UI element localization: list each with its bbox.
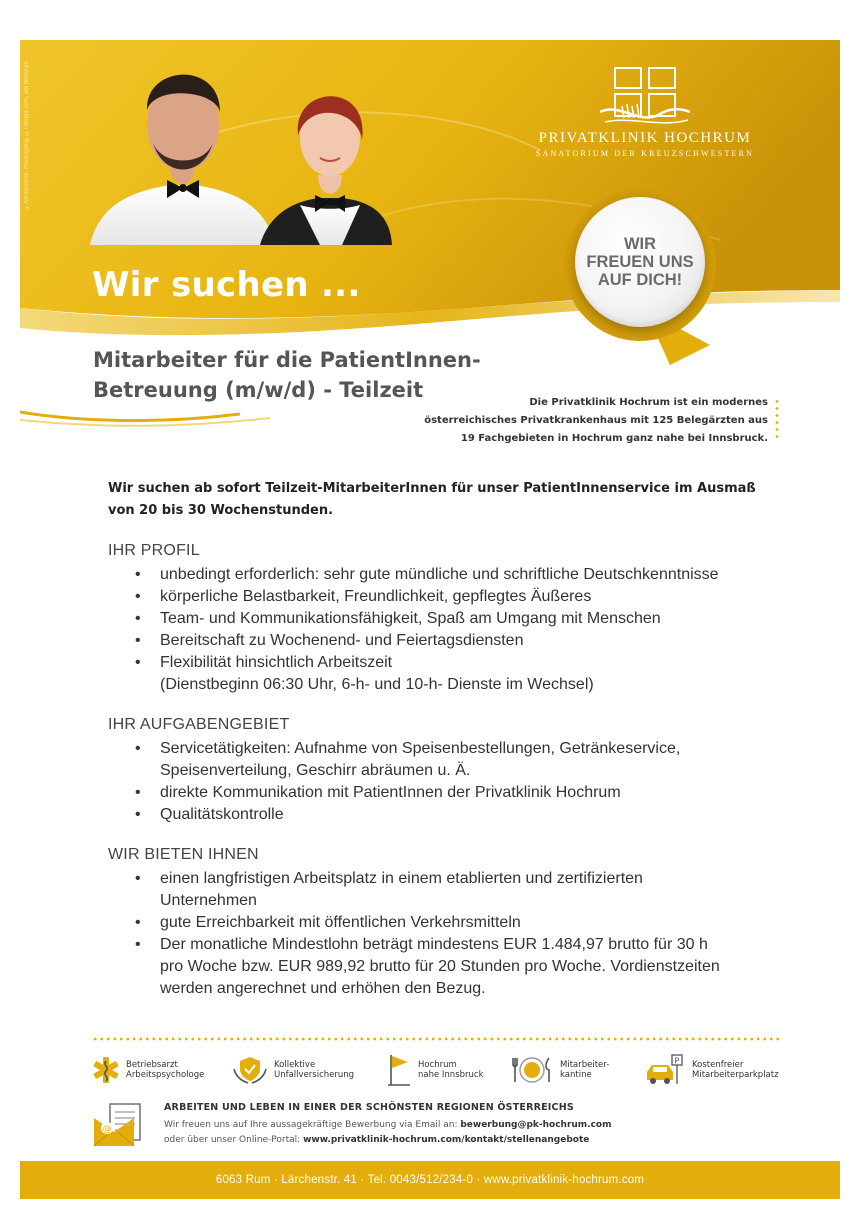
footer-bar (20, 1161, 840, 1199)
clinic-subtitle: SANATORIUM DER KREUZSCHWESTERN (535, 149, 755, 158)
list-item: • Bereitschaft zu Wochenend- und Feiertagsdiensten (135, 630, 788, 652)
dotted-divider-vertical (775, 398, 779, 442)
dotted-divider (92, 1037, 782, 1041)
tasks-list (135, 738, 788, 826)
list-item: • Flexibilität hinsichtlich Arbeitszeit (Dienstbeginn 06:30 Uhr, 6-h- und 10-h- Dienste im Wechsel) (135, 652, 788, 696)
section-heading-tasks: IHR AUFGABENGEBIET (108, 716, 290, 733)
flag-icon (388, 1053, 412, 1087)
svg-text:@: @ (102, 1124, 112, 1135)
medical-star-icon (92, 1055, 120, 1085)
list-item: • körperliche Belastbarkeit, Freundlichkeit, gepflegtes Äußeres (135, 586, 788, 608)
plate-cutlery-icon (510, 1055, 554, 1085)
section-heading-offer: WIR BIETEN IHNEN (108, 846, 259, 863)
benefit-item (232, 1050, 354, 1090)
clinic-logo (520, 66, 770, 176)
benefit-label: Hochrum nahe Innsbruck (418, 1060, 484, 1080)
job-title-line-2: Betreuung (m/w/d) - Teilzeit (93, 378, 424, 402)
list-item: • Der monatliche Mindestlohn beträgt mindestens EUR 1.484,97 brutto für 30 h pro Woche bzw. EUR 989,92 brutto für 20 Stunden pro Woche. Vordienstzeiten werden angerechnet und erhöhen den Bezug. (135, 934, 788, 1000)
photo-credit: ©Adobestock, mockupdog, ©People.com, adi hochrum (24, 60, 30, 210)
benefit-item (510, 1050, 609, 1090)
benefit-label: Betriebsarzt Arbeitspsychologe (126, 1060, 205, 1080)
list-item: • direkte Kommunikation mit PatientInnen der Privatklinik Hochrum (135, 782, 788, 804)
clinic-intro-line: Die Privatklinik Hochrum ist ein modernes (529, 397, 768, 408)
section-heading-profile: IHR PROFIL (108, 542, 200, 559)
application-portal-link[interactable]: www.privatklinik-hochrum.com/kontakt/stellenangebote (303, 1135, 590, 1145)
application-line-portal (164, 1135, 589, 1145)
list-item: • unbedingt erforderlich: sehr gute mündliche und schriftliche Deutschkenntnisse (135, 564, 788, 586)
application-heading: ARBEITEN UND LEBEN IN EINER DER SCHÖNSTEN REGIONEN ÖSTERREICHS (164, 1102, 574, 1113)
list-item: • Qualitätskontrolle (135, 804, 788, 826)
welcome-bubble (575, 197, 705, 327)
clinic-intro-line: österreichisches Privatkrankenhaus mit 125 Belegärzten aus (424, 415, 768, 426)
lead-text (108, 478, 788, 522)
offer-list (135, 868, 788, 1000)
benefit-label: Mitarbeiter- kantine (560, 1060, 610, 1080)
benefit-label: Kostenfreier Mitarbeiterparkplatz (692, 1060, 779, 1080)
clinic-intro-line: 19 Fachgebieten in Hochrum ganz nahe bei Innsbruck. (460, 433, 768, 444)
application-email-link[interactable]: bewerbung@pk-hochrum.com (460, 1120, 612, 1130)
svg-text:P: P (674, 1056, 680, 1066)
benefit-item (644, 1050, 779, 1090)
clinic-logo-icon (600, 66, 690, 128)
email-document-icon (92, 1102, 144, 1148)
list-item: • Servicetätigkeiten: Aufnahme von Speisenbestellungen, Getränkeservice, Speisenverteilung, Geschirr abräumen u. Ä. (135, 738, 788, 782)
page-title: Wir suchen ... (92, 265, 361, 305)
car-parking-icon (644, 1054, 686, 1086)
application-info (92, 1100, 792, 1150)
application-portal-text: oder über unser Online-Portal: (164, 1135, 304, 1145)
list-item: • einen langfristigen Arbeitsplatz in einem etablierten und zertifizierten Unternehmen (135, 868, 788, 912)
application-line-email (164, 1120, 611, 1130)
clinic-intro (408, 394, 768, 448)
list-item: • Team- und Kommunikationsfähigkeit, Spaß am Umgang mit Menschen (135, 608, 788, 630)
job-description (108, 478, 788, 1020)
application-email-text: Wir freuen uns auf Ihre aussagekräftige Bewerbung via Email an: (164, 1120, 461, 1130)
hands-shield-icon (232, 1055, 268, 1085)
footer-contact: 6063 Rum · Lärchenstr. 41 · Tel. 0043/512/234-0 · www.privatklinik-hochrum.com (215, 1174, 645, 1186)
lead-line-1: Wir suchen ab sofort Teilzeit-MitarbeiterInnen für unser PatientInnenservice im Ausmaß (108, 481, 756, 496)
welcome-bubble-text: WIR FREUEN UNS AUF DICH! (586, 235, 694, 289)
lead-line-2: von 20 bis 30 Wochenstunden. (108, 503, 334, 518)
benefit-label: Kollektive Unfallversicherung (274, 1060, 355, 1080)
list-item: • gute Erreichbarkeit mit öffentlichen Verkehrsmitteln (135, 912, 788, 934)
clinic-name: PRIVATKLINIK HOCHRUM (538, 130, 752, 146)
benefit-item (92, 1050, 204, 1090)
job-title-line-1: Mitarbeiter für die PatientInnen- (93, 348, 481, 372)
benefits-row (92, 1050, 792, 1090)
profile-list (135, 564, 788, 696)
benefit-item (388, 1050, 484, 1090)
